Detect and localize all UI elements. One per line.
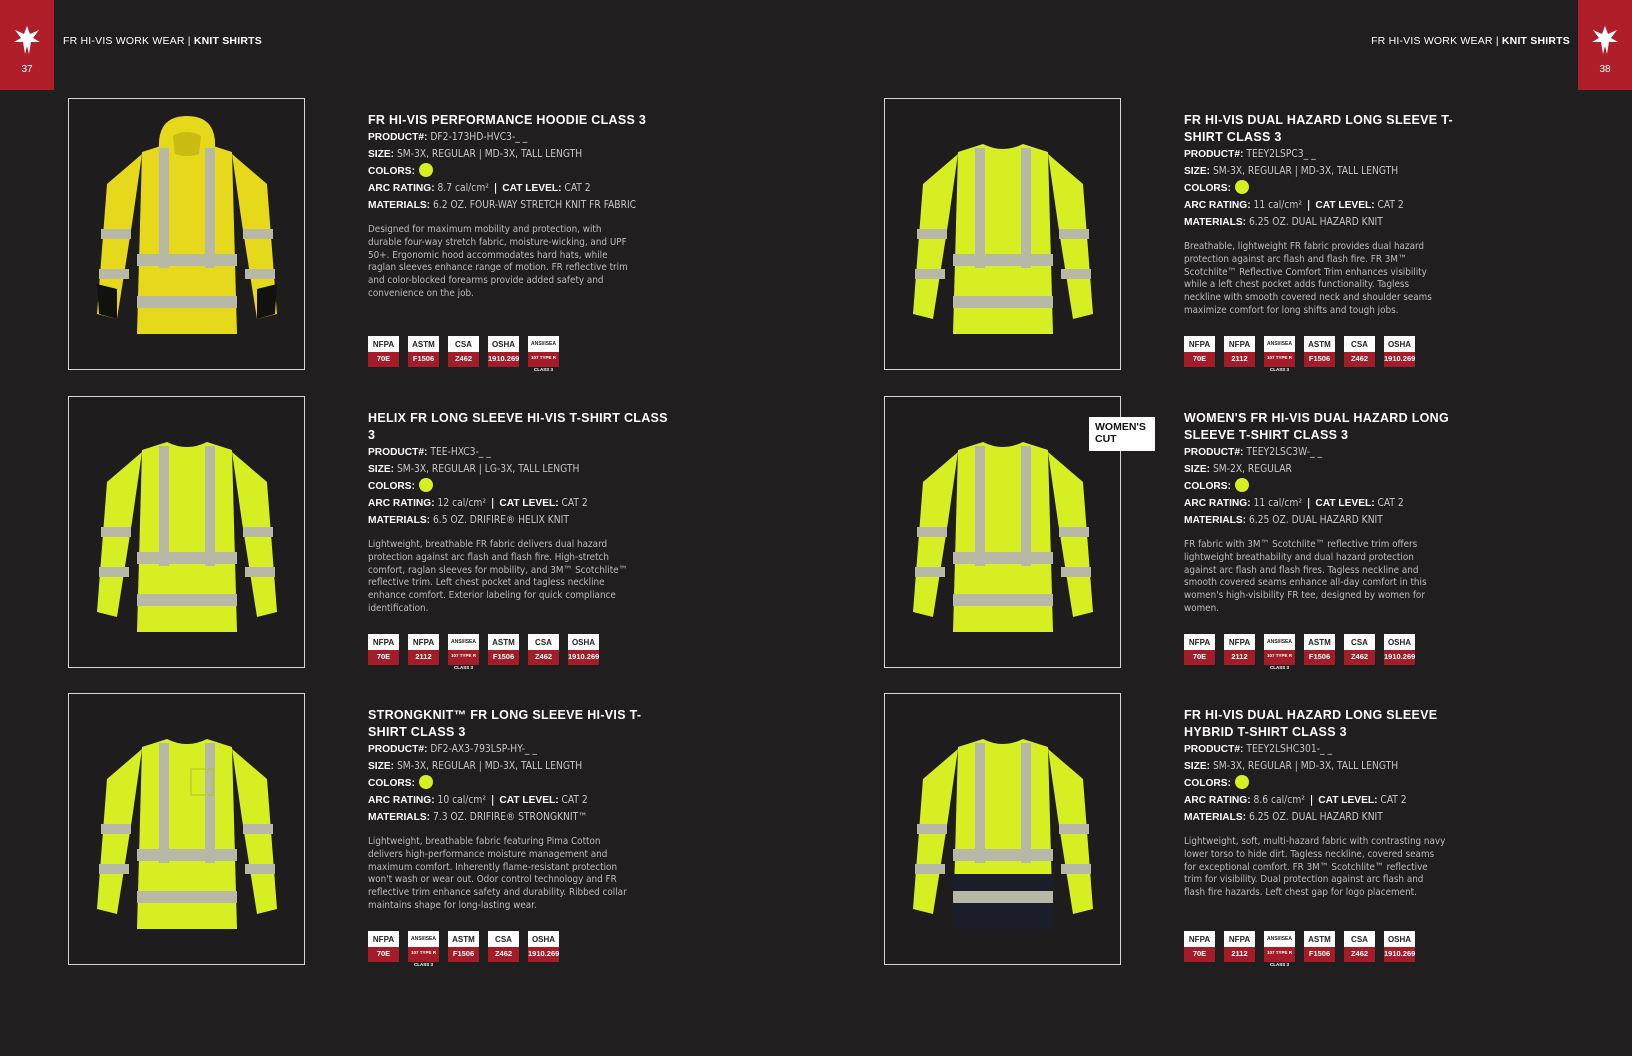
product-image	[68, 693, 305, 965]
product-info	[1184, 112, 1484, 318]
product-colors: COLORS:	[1184, 180, 1484, 197]
tshirt-pocket-hivis-icon	[87, 709, 287, 949]
product-number: PRODUCT#: DF2-173HD-HVC3-_ _	[368, 132, 528, 143]
product-description: FR fabric with 3M™ Scotchlite™ reflective trim offers lightweight breathability and dual hazard protection against arc flash and flash fires. Tagless neckline and smooth covered seams enhance all-day comfort in this women's high-visibility FR tee, designed by women for women.	[1184, 539, 1427, 614]
product-materials: MATERIALS: 6.25 OZ. DUAL HAZARD KNIT	[1184, 812, 1383, 823]
product-size: SIZE: SM-3X, REGULAR | MD-3X, TALL LENGTH	[1184, 761, 1399, 772]
product-colors: COLORS:	[1184, 478, 1484, 495]
certification-badge: OSHA 1910.269	[568, 634, 599, 665]
product-arc-rating: ARC RATING: 11 cal/cm² | CAT LEVEL: CAT 2	[1184, 498, 1404, 509]
color-swatch	[1235, 775, 1249, 789]
product-colors: COLORS:	[368, 478, 668, 495]
product-number: PRODUCT#: TEEY2LSPC3_ _	[1184, 149, 1316, 160]
product-arc-rating: ARC RATING: 11 cal/cm² | CAT LEVEL: CAT 2	[1184, 200, 1404, 211]
product-title: STRONGKNIT™ FR LONG SLEEVE HI-VIS T-SHIRT CLASS 3	[368, 708, 642, 739]
product-card	[884, 693, 1624, 965]
product-card	[68, 693, 808, 965]
certification-badge: ASTM F1506	[448, 931, 479, 962]
certification-badge: ANSI/ISEA 107 TYPE R CLASS 3	[1264, 931, 1295, 962]
page-number-left: 37	[21, 64, 33, 75]
product-description: Breathable, lightweight FR fabric provides dual hazard protection against arc flash and flash fire. FR 3M™ Scotchlite™ Reflective Comfort Trim enhances visibility while a left chest pocket adds functionality. Tagless neckline with smooth covered neck and shoulder seams maximize comfort for long shifts and tough jobs.	[1184, 241, 1432, 316]
product-number: PRODUCT#: DF2-AX3-793LSP-HY-_ _	[368, 744, 537, 755]
certification-badge: NFPA 2112	[1224, 634, 1255, 665]
product-materials: MATERIALS: 6.25 OZ. DUAL HAZARD KNIT	[1184, 217, 1383, 228]
certification-badge: ANSI/ISEA 107 TYPE R CLASS 3	[1264, 336, 1295, 367]
page-number-right: 38	[1599, 64, 1611, 75]
certification-badge: OSHA 1910.269	[1384, 634, 1415, 665]
color-swatch	[419, 163, 433, 177]
page-tab-left	[0, 0, 54, 90]
color-swatch	[419, 478, 433, 492]
certification-list	[1184, 931, 1416, 967]
certification-list	[1184, 634, 1416, 670]
product-card	[884, 396, 1624, 668]
tshirt-hybrid-navy-icon	[903, 709, 1103, 949]
certification-badge: OSHA 1910.269	[1384, 336, 1415, 367]
certification-badge: OSHA 1910.269	[1384, 931, 1415, 962]
product-title: FR HI-VIS PERFORMANCE HOODIE CLASS 3	[368, 113, 647, 127]
product-image	[68, 396, 305, 668]
product-card	[68, 98, 808, 370]
certification-badge: NFPA 70E	[1184, 336, 1215, 367]
product-size: SIZE: SM-3X, REGULAR | MD-3X, TALL LENGTH	[1184, 166, 1399, 177]
tshirt-hivis-icon	[87, 412, 287, 652]
product-size: SIZE: SM-2X, REGULAR	[1184, 464, 1292, 475]
product-colors: COLORS:	[368, 775, 668, 792]
tshirt-hivis-icon	[903, 114, 1103, 354]
product-description: Lightweight, breathable fabric featuring Pima Cotton delivers high-performance moisture management and maximum comfort. Inherently flame-resistant protection won't wash or wear out. Odor control technology and FR reflective trim enhance safety and durability. Ribbed collar maintains shape for long-lasting wear.	[368, 836, 627, 911]
certification-badge: NFPA 70E	[368, 634, 399, 665]
certification-badge: NFPA 70E	[1184, 634, 1215, 665]
product-description: Designed for maximum mobility and protection, with durable four-way stretch fabric, moisture-wicking, and UPF 50+. Ergonomic hood accommodates hard hats, while raglan sleeves enhance range of motion. FR reflective trim and color-blocked forearms provide added safety and convenience on the job.	[368, 224, 628, 299]
product-number: PRODUCT#: TEEY2LSC3W-_ _	[1184, 447, 1323, 458]
certification-list	[368, 931, 560, 967]
certification-list	[368, 336, 559, 372]
certification-badge: CSA Z462	[1344, 931, 1375, 962]
product-description: Lightweight, breathable FR fabric delivers dual hazard protection against arc flash and flash fire. High-stretch comfort, raglan sleeves for mobility, and 3M™ Scotchlite™ reflective trim. Left chest pocket and tagless neckline enhance comfort. Exterior labeling for quick compliance identification.	[368, 539, 628, 614]
womens-cut-badge: WOMEN'S CUT	[1089, 417, 1155, 451]
certification-badge: OSHA 1910.269	[528, 931, 559, 962]
certification-badge: CSA Z462	[528, 634, 559, 665]
dragon-logo-icon	[1590, 24, 1620, 56]
certification-badge: ASTM F1506	[1304, 931, 1335, 962]
product-image	[884, 98, 1121, 370]
product-colors: COLORS:	[368, 163, 668, 180]
certification-badge: NFPA 70E	[1184, 931, 1215, 962]
certification-badge: ANSI/ISEA 107 TYPE R CLASS 3	[408, 931, 439, 962]
product-info	[368, 112, 668, 301]
certification-badge: ANSI/ISEA 107 TYPE R CLASS 3	[528, 336, 559, 367]
product-image	[68, 98, 305, 370]
product-title: WOMEN'S FR HI-VIS DUAL HAZARD LONG SLEEVE T-SHIRT CLASS 3	[1184, 411, 1450, 442]
color-swatch	[419, 775, 433, 789]
hoodie-yellow-icon	[87, 114, 287, 354]
page-tab-right	[1578, 0, 1632, 90]
product-arc-rating: ARC RATING: 8.6 cal/cm² | CAT LEVEL: CAT 2	[1184, 795, 1407, 806]
certification-badge: ASTM F1506	[1304, 634, 1335, 665]
product-number: PRODUCT#: TEEY2LSHC301-_ _	[1184, 744, 1333, 755]
product-info	[1184, 707, 1484, 900]
certification-badge: NFPA 2112	[1224, 931, 1255, 962]
product-size: SIZE: SM-3X, REGULAR | MD-3X, TALL LENGTH	[368, 761, 583, 772]
product-description: Lightweight, soft, multi-hazard fabric with contrasting navy lower torso to hide dirt. Tagless neckline, covered seams for exceptional comfort. FR 3M™ Scotchlite™ reflective trim for visibility. Dual protection against arc flash and flash fire hazards. Left chest gap for logo placement.	[1184, 836, 1446, 899]
certification-list	[1184, 336, 1416, 372]
product-title: HELIX FR LONG SLEEVE HI-VIS T-SHIRT CLASS 3	[368, 411, 668, 442]
product-image	[884, 396, 1121, 668]
product-colors: COLORS:	[1184, 775, 1484, 792]
product-image	[884, 693, 1121, 965]
product-info	[368, 707, 668, 913]
section-header-left: FR HI-VIS WORK WEAR | KNIT SHIRTS	[63, 35, 262, 47]
certification-badge: ASTM F1506	[1304, 336, 1335, 367]
product-title: FR HI-VIS DUAL HAZARD LONG SLEEVE HYBRID T-SHIRT CLASS 3	[1184, 708, 1438, 739]
product-materials: MATERIALS: 7.3 OZ. DRIFIRE® STRONGKNIT™	[368, 812, 588, 823]
certification-badge: ASTM F1506	[488, 634, 519, 665]
certification-badge: CSA Z462	[488, 931, 519, 962]
product-arc-rating: ARC RATING: 10 cal/cm² | CAT LEVEL: CAT 2	[368, 795, 588, 806]
product-card	[68, 396, 808, 668]
product-arc-rating: ARC RATING: 8.7 cal/cm² | CAT LEVEL: CAT 2	[368, 183, 591, 194]
product-card	[884, 98, 1624, 370]
product-materials: MATERIALS: 6.5 OZ. DRIFIRE® HELIX KNIT	[368, 515, 569, 526]
color-swatch	[1235, 180, 1249, 194]
product-size: SIZE: SM-3X, REGULAR | MD-3X, TALL LENGTH	[368, 149, 583, 160]
certification-list	[368, 634, 600, 670]
certification-badge: NFPA 70E	[368, 931, 399, 962]
product-number: PRODUCT#: TEE-HXC3-_ _	[368, 447, 491, 458]
certification-badge: NFPA 2112	[408, 634, 439, 665]
section-header-right: FR HI-VIS WORK WEAR | KNIT SHIRTS	[1371, 35, 1570, 47]
product-arc-rating: ARC RATING: 12 cal/cm² | CAT LEVEL: CAT 2	[368, 498, 588, 509]
certification-badge: CSA Z462	[1344, 634, 1375, 665]
certification-badge: CSA Z462	[448, 336, 479, 367]
certification-badge: NFPA 70E	[368, 336, 399, 367]
product-materials: MATERIALS: 6.25 OZ. DUAL HAZARD KNIT	[1184, 515, 1383, 526]
color-swatch	[1235, 478, 1249, 492]
product-info	[1184, 410, 1484, 616]
product-title: FR HI-VIS DUAL HAZARD LONG SLEEVE T-SHIRT CLASS 3	[1184, 113, 1453, 144]
dragon-logo-icon	[12, 24, 42, 56]
certification-badge: ASTM F1506	[408, 336, 439, 367]
certification-badge: NFPA 2112	[1224, 336, 1255, 367]
product-info	[368, 410, 668, 616]
certification-badge: ANSI/ISEA 107 TYPE R CLASS 3	[448, 634, 479, 665]
certification-badge: OSHA 1910.269	[488, 336, 519, 367]
certification-badge: CSA Z462	[1344, 336, 1375, 367]
certification-badge: ANSI/ISEA 107 TYPE R CLASS 3	[1264, 634, 1295, 665]
tshirt-womens-hivis-icon	[903, 412, 1103, 652]
product-materials: MATERIALS: 6.2 OZ. FOUR-WAY STRETCH KNIT FR FABRIC	[368, 200, 637, 211]
product-size: SIZE: SM-3X, REGULAR | LG-3X, TALL LENGTH	[368, 464, 580, 475]
